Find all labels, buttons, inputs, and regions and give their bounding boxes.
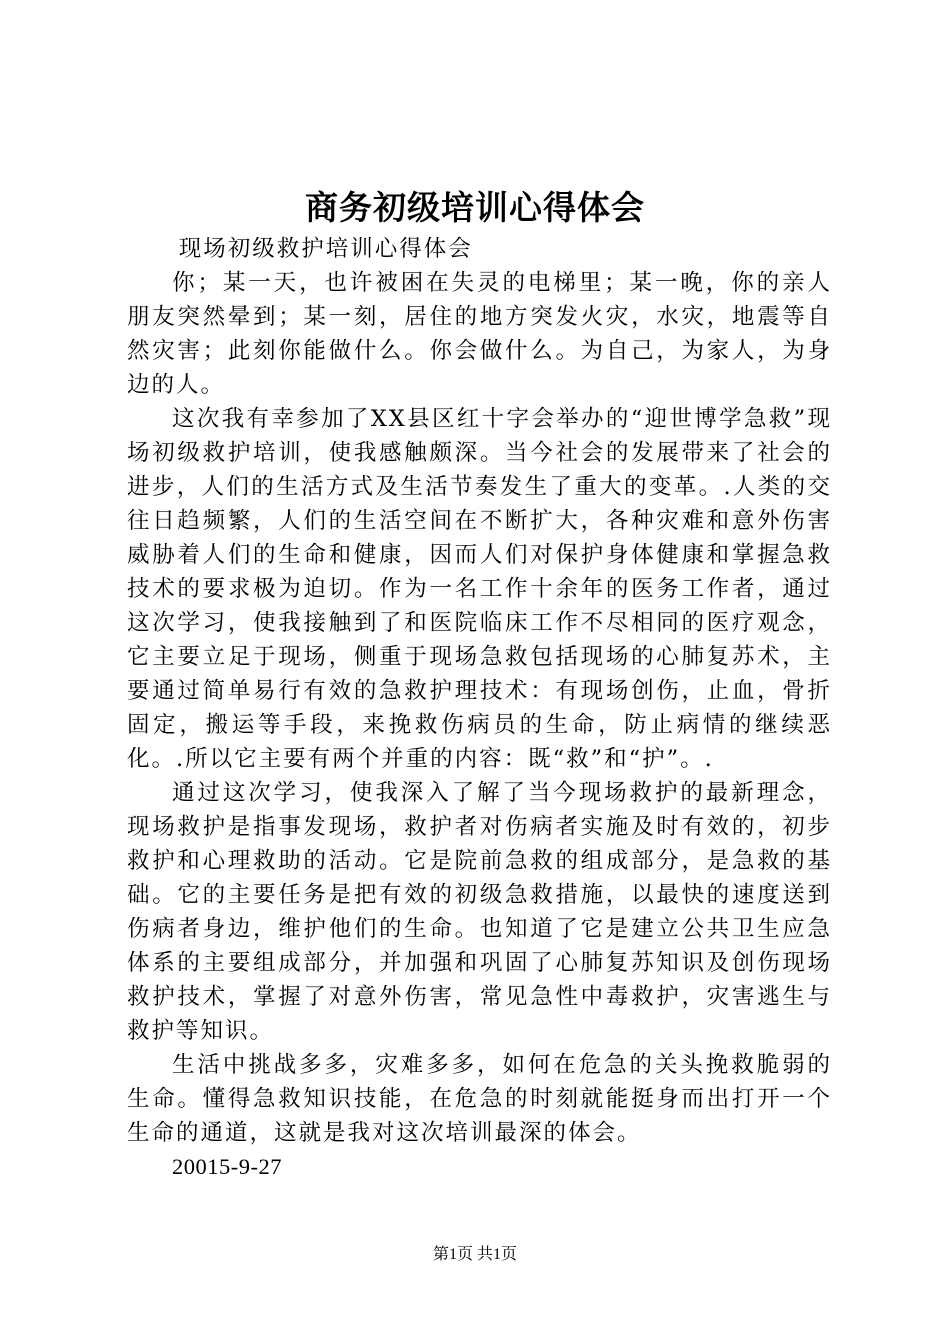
- document-date: 20015-9-27: [172, 1154, 282, 1179]
- paragraph-4: 生活中挑战多多，灾难多多，如何在危急的关头挽救脆弱的生命。懂得急救知识技能，在危急的时刻就能挺身而出打开一个生命的通道，这就是我对这次培训最深的体会。: [127, 1052, 832, 1146]
- document-body: [127, 232, 832, 1184]
- paragraph-3: 通过这次学习，使我深入了解了当今现场救护的最新理念，现场救护是指事发现场，救护者对伤病者实施及时有效的，初步救护和心理救助的活动。它是院前急救的组成部分，是急救的基础。它的主要任务是把有效的初级急救措施，以最快的速度送到伤病者身边，维护他们的生命。也知道了它是建立公共卫生应急体系的主要组成部分，并加强和巩固了心肺复苏知识及创伤现场救护技术，掌握了对意外伤害，常见急性中毒救护，灾害逃生与救护等知识。: [127, 780, 832, 1044]
- document-title: 商务初级培训心得体会: [305, 188, 645, 227]
- page-number: 第1页 共1页: [432, 1246, 517, 1263]
- paragraph-2: 这次我有幸参加了XX县区红十字会举办的“迎世博学急救”现场初级救护培训，使我感触颇深。当今社会的发展带来了社会的进步，人们的生活方式及生活节奏发生了重大的变革。.人类的交往日趋频繁，人们的生活空间在不断扩大，各种灾难和意外伤害威胁着人们的生命和健康，因而人们对保护身体健康和掌握急救技术的要求极为迫切。作为一名工作十余年的医务工作者，通过这次学习，使我接触到了和医院临床工作不尽相同的医疗观念，它主要立足于现场，侧重于现场急救包括现场的心肺复苏术，主要通过简单易行有效的急救护理技术：有现场创伤，止血，骨折固定，搬运等手段，来挽救伤病员的生命，防止病情的继续恶化。.所以它主要有两个并重的内容：既“救”和“护”。.: [127, 406, 832, 772]
- document-subtitle: 现场初级救护培训心得体会: [178, 236, 473, 262]
- paragraph-1: 你；某一天，也许被困在失灵的电梯里；某一晚，你的亲人朋友突然晕到；某一刻，居住的地方突发火灾，水灾，地震等自然灾害；此刻你能做什么。你会做什么。为自己，为家人，为身边的人。: [127, 270, 832, 398]
